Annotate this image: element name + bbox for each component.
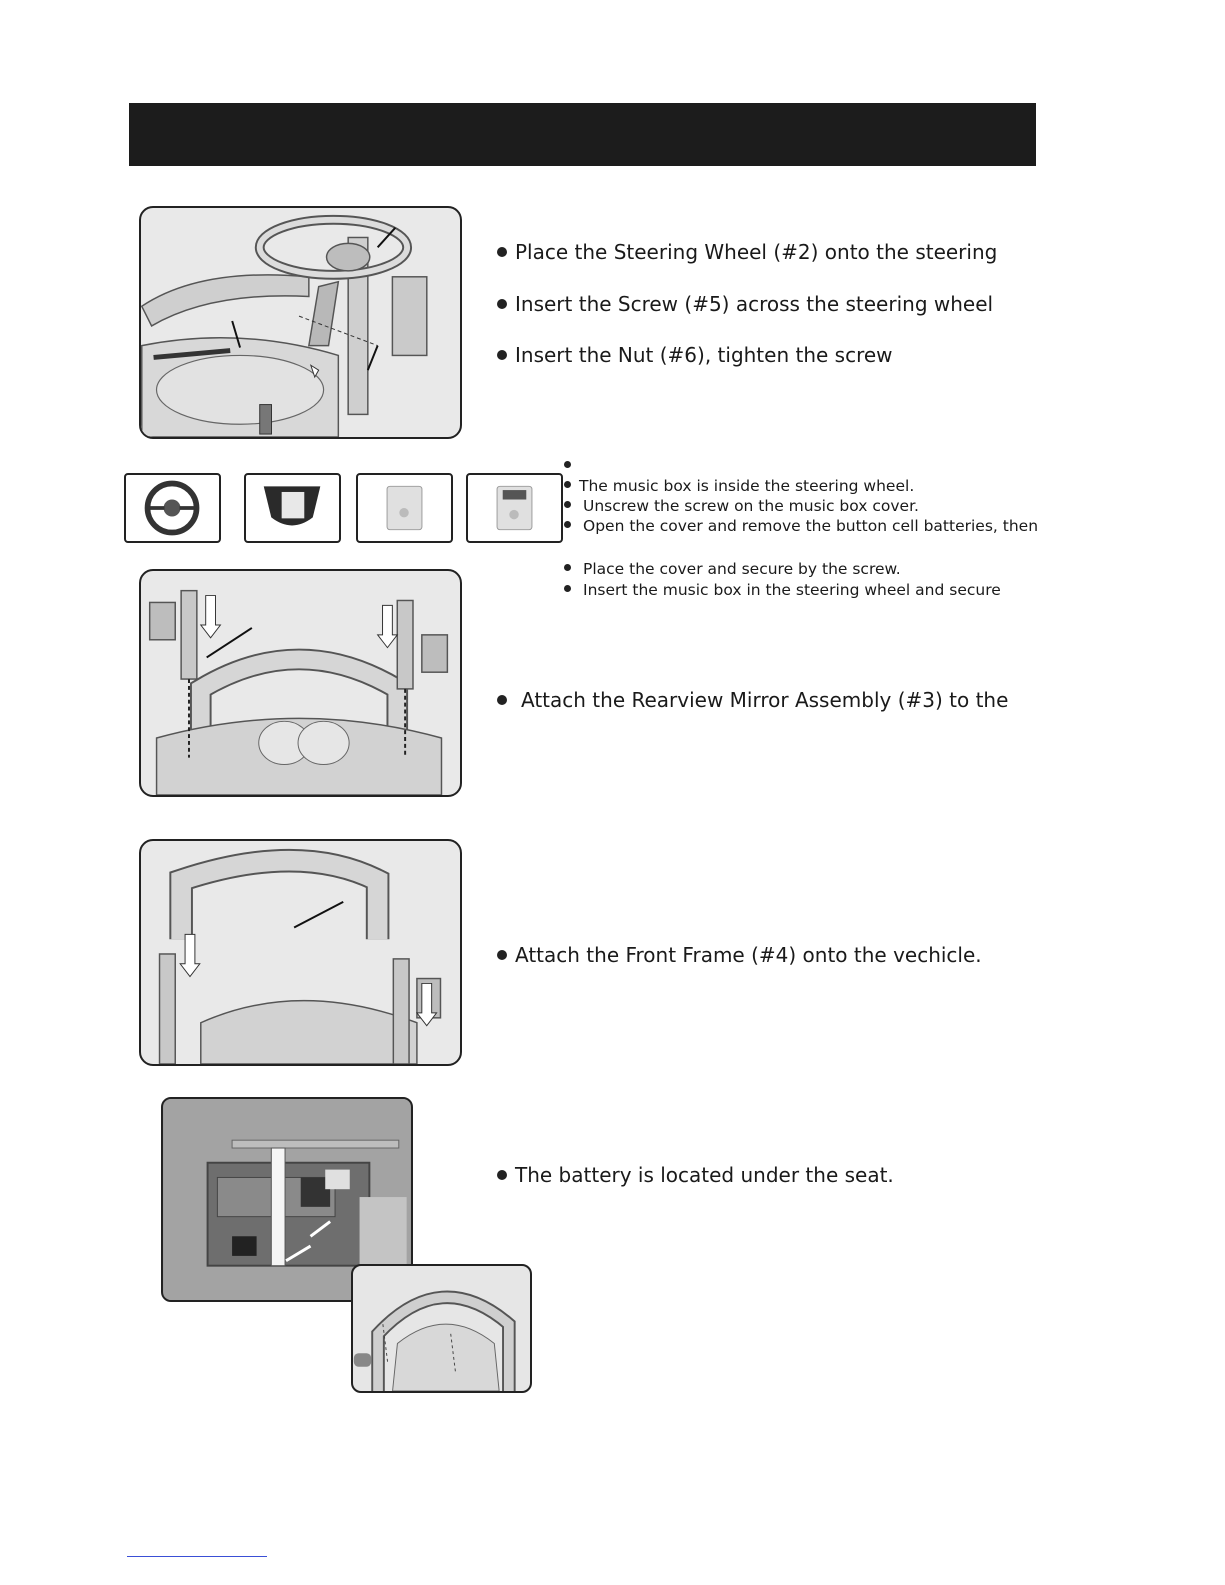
steering-bullet-3: Insert the Nut (#6), tighten the screw (497, 343, 893, 367)
music-box-housing-icon (246, 475, 339, 541)
steering-bullet-2: Insert the Screw (#5) across the steering wheel (497, 292, 993, 316)
steering-wheel-icon (141, 208, 460, 437)
steering-wheel-illustration (139, 206, 462, 439)
seat-illustration (351, 1264, 532, 1393)
rearview-mirror-icon (141, 571, 460, 795)
music-bullet-1: The music box is inside the steering wheel. (564, 477, 914, 496)
music-box-thumb-4 (466, 473, 563, 543)
seat-icon (353, 1266, 530, 1391)
music-box-thumb-2 (244, 473, 341, 543)
mirror-bullet-1: Attach the Rearview Mirror Assembly (#3) to the (497, 688, 1008, 712)
music-box-thumb-1 (124, 473, 221, 543)
battery-bullet-1: The battery is located under the seat. (497, 1163, 894, 1187)
rearview-mirror-illustration (139, 569, 462, 797)
front-frame-illustration (139, 839, 462, 1066)
music-bullet-0 (564, 457, 571, 476)
music-bullet-2: Unscrew the screw on the music box cover. (564, 497, 919, 516)
music-box-battery-icon (468, 475, 561, 541)
front-frame-icon (141, 841, 460, 1064)
steering-bullet-1: Place the Steering Wheel (#2) onto the steering (497, 240, 997, 264)
section-header-bar (129, 103, 1036, 166)
footer-link-underline (127, 1556, 267, 1557)
music-bullet-4: Place the cover and secure by the screw. (564, 560, 901, 579)
music-bullet-3: Open the cover and remove the button cell batteries, then (564, 517, 1038, 536)
music-box-cover-icon (358, 475, 451, 541)
music-box-thumb-3 (356, 473, 453, 543)
frame-bullet-1: Attach the Front Frame (#4) onto the vechicle. (497, 943, 982, 967)
music-bullet-5: Insert the music box in the steering wheel and secure (564, 581, 1001, 600)
steering-wheel-thumb-icon (126, 475, 219, 541)
